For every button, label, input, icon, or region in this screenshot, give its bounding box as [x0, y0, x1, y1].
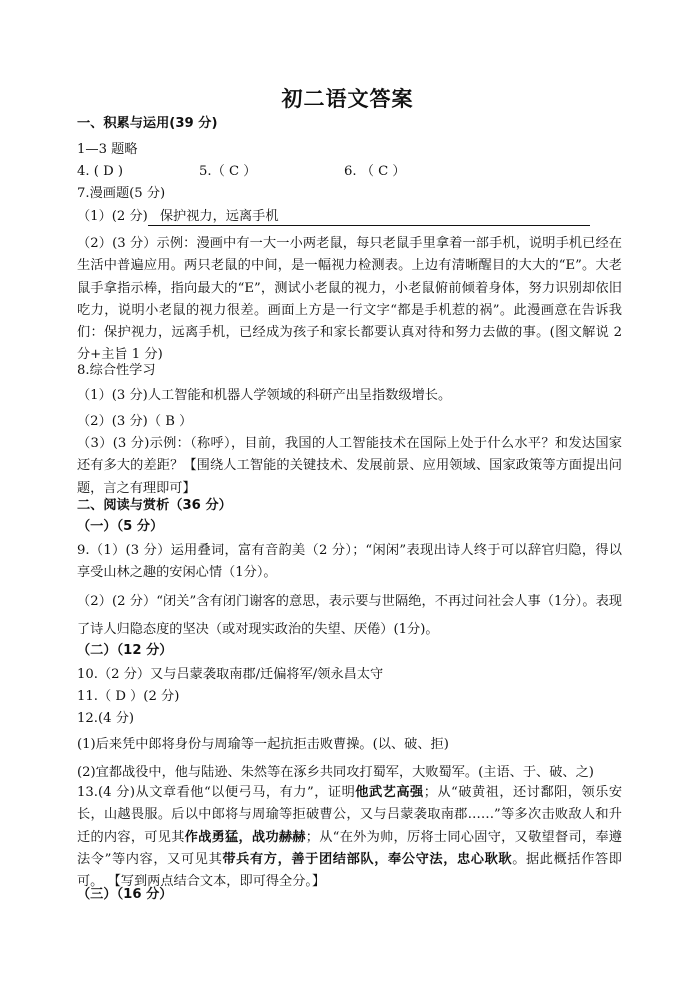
q8-3-answer: （3）(3 分)示例：（称呼），目前，我国的人工智能技术在国际上处于什么水平？和发达国家还有多大的差距？【围绕人工智能的关键技术、发展前景、应用领域、国家政策等方面提出问题，言之有理即可】 [77, 436, 622, 496]
q9-2-answer: （2）(2 分）“闭关”含有闭门谢客的意思，表示要与世隔绝，不再过问社会人事（1分）。表现了诗人归隐态度的坚决（或对现实政治的失望、厌倦）(1分)。 [77, 594, 622, 637]
q9-1-answer: 9.（1）(3 分）运用叠词，富有音韵美（2 分）；“闲闲”表现出诗人终于可以辞官归隐，得以享受山林之趣的安闲心情（1分）。 [77, 543, 622, 581]
q7-1-label: （1）(2 分) [77, 209, 148, 224]
q13-text-2: ；从“破黄祖，还讨鄱阳，领乐安长，山越畏服。后以中郎将与周瑜等拒破曹公，又与吕蒙袭取南郡……”等多次击败敌人和升迁的内容，可见其 [77, 785, 623, 845]
page-title: 初二语文答案 [281, 87, 414, 111]
q13-answer [77, 782, 622, 893]
q13-text-4: 。据此概括作答即可。 【写到两点结合文本，即可得全分。】 [77, 851, 622, 890]
q4-answer: 4. ( D ) [77, 164, 124, 179]
section-3-heading: （三）（16 分） [77, 887, 173, 902]
section-1-heading: （一）（5 分） [77, 519, 164, 534]
q13-text-1: 13.(4 分)从文章看他“以便弓马，有力”，证明 [77, 785, 356, 800]
q10-answer: 10.（2 分）又与吕蒙袭取南郡/迁偏将军/领永昌太守 [77, 667, 384, 682]
q13-key-point-2: 作战勇猛，战功赫赫 [184, 829, 306, 845]
q13-key-point-1: 他武艺高强 [355, 785, 424, 800]
q6-answer: 6. （ C ） [344, 164, 406, 179]
q12-heading: 12.(4 分) [77, 711, 135, 726]
q8-heading: 8.综合性学习 [77, 363, 156, 378]
q7-2-answer: （2）(3 分）示例：漫画中有一大一小两老鼠，每只老鼠手里拿着一部手机，说明手机已经在生活中普遍应用。两只老鼠的中间，是一幅视力检测表。上边有清晰醒目的大大的“E”。大老鼠手拿指示棒，指向最大的“E”，测试小老鼠的视力，小老鼠俯前倾着身体，努力识别却依旧吃力，说明小老鼠的视力很差。画面上方是一行文字“都是手机惹的祸”。此漫画意在告诉我们：保护视力，远离手机，已经成为孩子和家长都要认真对待和努力去做的事。(图文解说 2 分+主旨 1 分) [77, 236, 622, 363]
section-2-heading: （二）（12 分） [77, 643, 173, 658]
q5-answer: 5.（ C ） [199, 164, 257, 179]
part1-heading: 一、积累与运用(39 分) [77, 116, 218, 131]
q7-heading: 7.漫画题(5 分) [77, 186, 166, 201]
part2-heading: 二、阅读与赏析（36 分） [77, 498, 232, 513]
q12-2-answer: (2)宜都战役中，他与陆逊、朱然等在涿乡共同攻打蜀军，大败蜀军。(主语、于、破、之) [77, 765, 594, 780]
q8-2-answer: （2）(3 分)（ B ） [77, 414, 193, 429]
q8-1-answer: （1）(3 分)人工智能和机器人学领域的科研产出呈指数级增长。 [77, 388, 452, 403]
q7-1-answer: 保护视力，远离手机 [148, 209, 590, 226]
q1-3-answer: 1—3 题略 [77, 142, 138, 157]
q4-6-answers [77, 161, 622, 183]
q11-answer: 11.（ D ）(2 分) [77, 689, 180, 704]
q13-text-3: ；从“在外为帅，厉将士同心固守，又敬望督司，奉遵法令”等内容，又可见其 [77, 829, 622, 867]
q7-1-row [77, 206, 622, 228]
q12-1-answer: (1)后来凭中郎将身份与周瑜等一起抗拒击败曹操。(以、破、拒) [77, 737, 449, 752]
q13-key-point-3: 带兵有方，善于团结部队，奉公守法，忠心耿耿 [222, 851, 513, 867]
